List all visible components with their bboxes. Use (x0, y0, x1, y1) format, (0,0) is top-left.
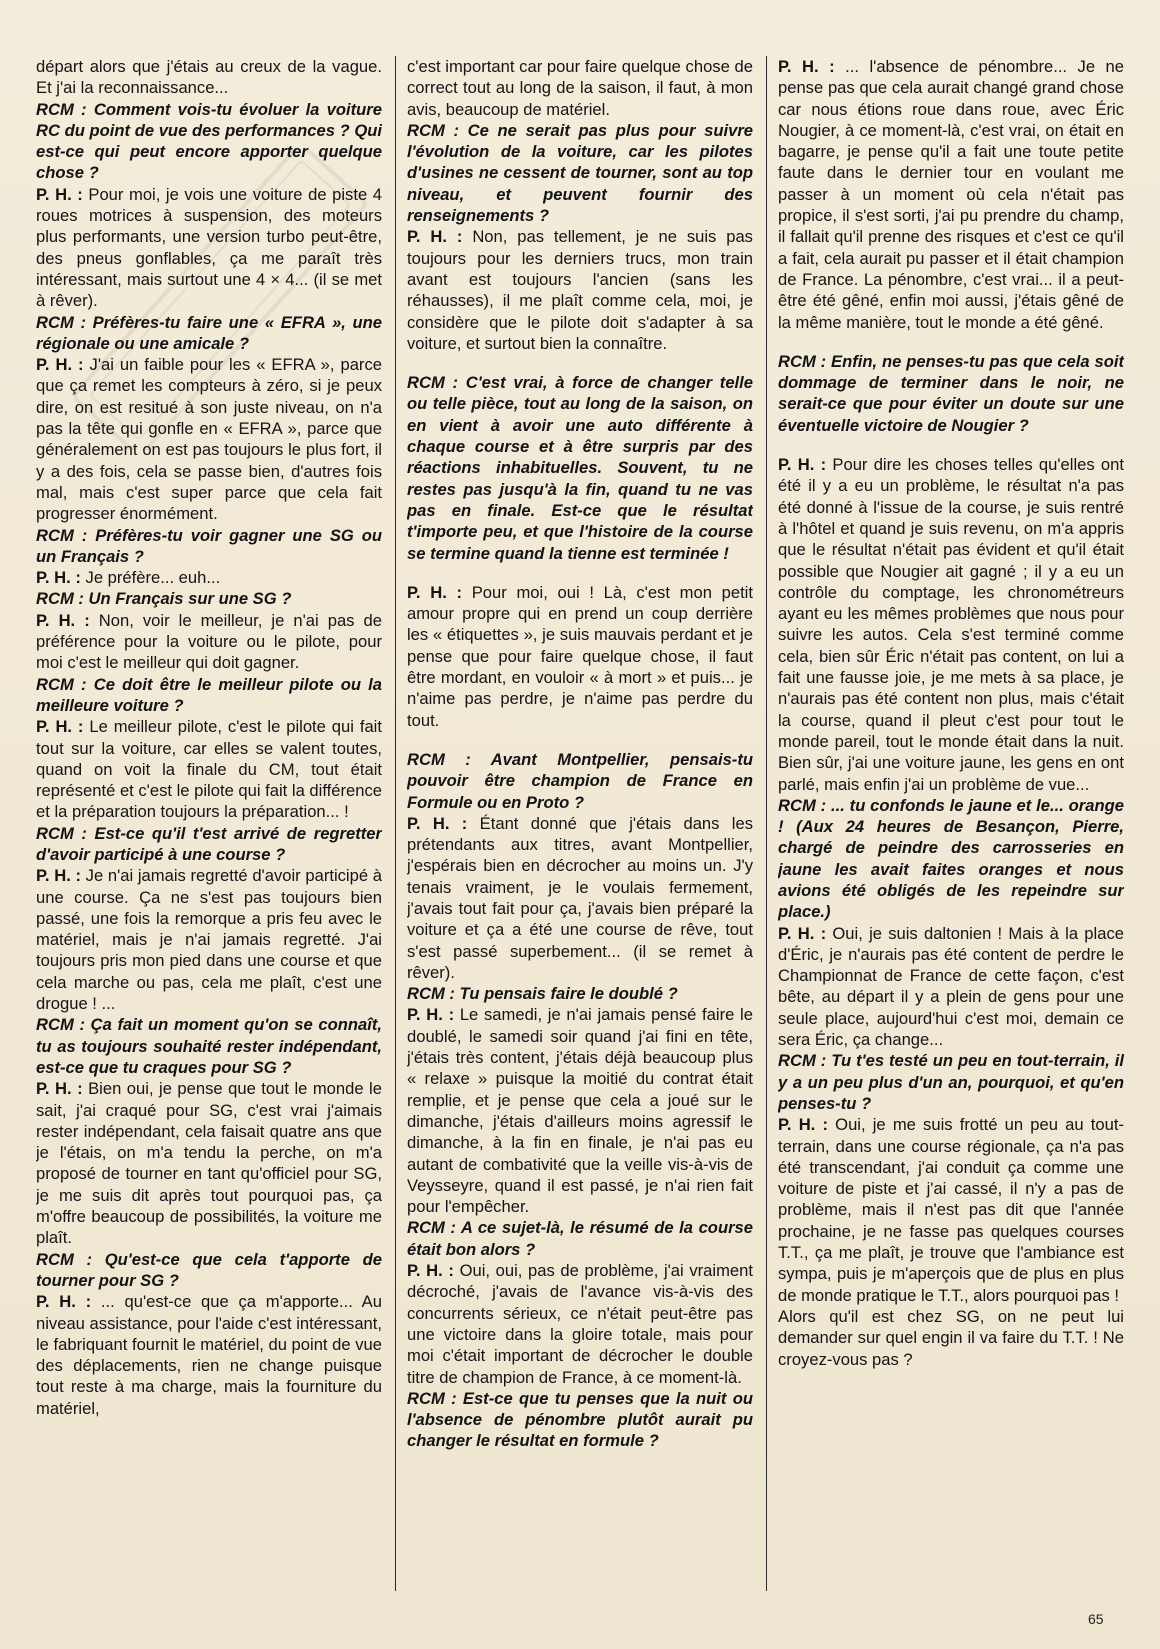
interview-answer (407, 1004, 753, 1217)
interview-question (778, 1050, 1124, 1114)
paragraph-text: RCM : A ce sujet-là, le résumé de la course était bon alors ? (407, 1218, 753, 1259)
paragraph-text: Pour moi, je vois une voiture de piste 4 roues motrices à suspension, des moteurs plus performants, une version turbo peut-être, des pneus gonflables, ça me paraît très intéressant, mais surtout une 4 × 4... (il se met à rêver). (36, 184, 382, 311)
paragraph-text: Bien oui, je pense que tout le monde le sait, j'ai craqué pour SG, c'est vrai j'aimais rester indépendant, cela faisait quatre ans que je l'étais, on m'a tendu la perche, on m'a proposé de tourner en tant qu'officiel pour SG, je me suis dit après tout pourquoi pas, ça m'offre beaucoup de possibilités, la voiture me plaît. (36, 1079, 382, 1248)
paragraph-text: Non, pas tellement, je ne suis pas toujours pour les derniers trucs, mon train avant est toujours l'ancien (sans les réhausses), il me plaît comme cela, moi, je considère que le pilote doit s'adapter à sa voiture, et surtout bien la connaître. (407, 227, 753, 353)
interview-answer (407, 226, 753, 354)
paragraph-text: RCM : Ce doit être le meilleur pilote ou la meilleure voiture ? (36, 674, 382, 715)
interview-answer (36, 567, 382, 588)
interview-answer (36, 610, 382, 674)
paragraph-text: RCM : Est-ce que tu penses que la nuit ou l'absence de pénombre plutôt aurait pu changer le résultat en formule ? (407, 1388, 753, 1451)
paragraph-text: c'est important car pour faire quelque chose de correct tout au long de la saison, il faut, à mon avis, beaucoup de matériel. (407, 57, 753, 119)
paragraph-text: RCM : Comment vois-tu évoluer la voiture RC du point de vue des performances ? Qui est-ce qui peut encore apporter quelque chose ? (36, 99, 382, 183)
interview-question (778, 351, 1124, 436)
paragraph-text: Alors qu'il est chez SG, on ne peut lui demander sur quel engin il va faire du T.T. ! Ne croyez-vous pas ? (778, 1306, 1124, 1369)
speaker-label: P. H. : (778, 455, 827, 475)
speaker-label: P. H. : (407, 1005, 455, 1025)
interview-answer (407, 813, 753, 983)
article-body (36, 56, 1124, 1576)
interview-question (407, 1388, 753, 1452)
paragraph-text: RCM : Est-ce qu'il t'est arrivé de regretter d'avoir participé à une course ? (36, 823, 382, 864)
interview-answer (778, 454, 1124, 795)
article-column-3 (778, 56, 1124, 1586)
paragraph-text: RCM : Enfin, ne penses-tu pas que cela soit dommage de terminer dans le noir, ne serait-ce que pour éviter un doute sur une éventuelle victoire de Nougier ? (778, 351, 1124, 435)
speaker-label: P. H. : (36, 717, 84, 737)
interview-answer (36, 354, 382, 524)
speaker-label: P. H. : (36, 866, 81, 886)
paragraph-text: Oui, je suis daltonien ! Mais à la place d'Éric, je n'aurais pas été content de perdre le Championnat de France de cette façon, c'est bête, au départ il y a plein de gens pour une seule place, aujourd'hui c'est moi, demain ce sera Éric, ça change... (778, 923, 1124, 1050)
speaker-label: P. H. : (36, 1079, 83, 1099)
interview-answer (778, 56, 1124, 333)
article-column-1 (36, 56, 382, 1586)
interview-question (36, 312, 382, 355)
paragraph-text: RCM : ... tu confonds le jaune et le... orange ! (Aux 24 heures de Besançon, Pierre, chargé de peindre des carrosseries en jaune les avait faites oranges et nous avions été obligés de les repeindre sur place.) (778, 795, 1124, 922)
interview-question (407, 1217, 753, 1260)
interview-question (36, 588, 382, 609)
paragraph-text: Pour dire les choses telles qu'elles ont été il y a eu un problème, le résultat n'a pas été donné à l'issue de la course, je suis rentré à l'hôtel et quand je suis revenu, on m'a appris que le résultat n'était pas évident et qu'il était possible que Nougier ait gagné ; il y a eu un contrôle du comptage, les chronométreurs ayant eu les mêmes problèmes que nous pour suivre les autos. Cela s'est terminé comme cela, bien sûr Éric n'était pas content, on lui a fait une fausse joie, je me mets à sa place, je n'aurais pas été content non plus, mais c'était la course, quand il pleut c'est pour tout le monde pareil, tout le monde était dans la nuit. Bien sûr, j'ai une voiture jaune, les gens en ont parlé, mais enfin j'ai un problème de vue... (778, 455, 1124, 794)
interview-question (36, 674, 382, 717)
speaker-label: P. H. : (36, 1292, 92, 1312)
interview-answer (36, 1291, 382, 1419)
speaker-label: P. H. : (407, 227, 463, 247)
interview-answer (36, 184, 382, 312)
column-divider (395, 56, 396, 1591)
paragraph-text: RCM : Qu'est-ce que cela t'apporte de tourner pour SG ? (36, 1249, 382, 1290)
paragraph-text: RCM : Tu t'es testé un peu en tout-terrain, il y a un peu plus d'un an, pourquoi, et qu'en penses-tu ? (778, 1051, 1124, 1113)
interview-question (36, 823, 382, 866)
interview-question (36, 99, 382, 184)
interview-answer (778, 923, 1124, 1051)
speaker-label: P. H. : (36, 355, 84, 375)
interview-question (407, 120, 753, 226)
paragraph-text: RCM : Un Français sur une SG ? (36, 589, 292, 609)
paragraph-text: ... l'absence de pénombre... Je ne pense pas que cela aurait changé grand chose car nous étions roue dans roue, avec Éric Nougier, à ce moment-là, c'est vrai, on était en bagarre, je pense qu'il a fait une toute petite faute dans le dernier tour en voulant me passer à un moment où cela n'était pas propice, il s'est sorti, j'ai pu prendre du champ, il fallait qu'il prenne des risques et c'est ce qu'il a fait, cela aurait pu passer et il était champion de France. La pénombre, c'est vrai... il a peut-être été gêné, enfin moi aussi, j'étais gêné de la même manière, tout le monde a été gêné. (778, 57, 1124, 332)
paragraph-text: Je préfère... euh... (85, 568, 221, 588)
paragraph-text: J'ai un faible pour les « EFRA », parce que ça remet les compteurs à zéro, si je peux dire, on est resitué à son juste niveau, on n'a pas la tête qui gonfle en « EFRA », parce que généralement on est pas toujours le plus fort, il y a des fois, cela se passe bien, d'autres fois mal, mais c'est super parce que cela fait progresser énormément. (36, 355, 382, 524)
paragraph-text: Étant donné que j'étais dans les prétendants aux titres, avant Montpellier, j'espérais bien en décrocher au moins un. J'y tenais vraiment, je le voulais fermement, j'avais tout fait pour ça, j'avais bien préparé la voiture et ça a été une course de rêve, tout s'est passé superbement... (il se remet à rêver). (407, 813, 753, 982)
speaker-label: P. H. : (407, 582, 463, 602)
paragraph-text: départ alors que j'étais au creux de la vague. Et j'ai la reconnaissance... (36, 57, 382, 98)
interview-answer (36, 1078, 382, 1248)
interview-question (407, 372, 753, 564)
interview-answer (778, 1114, 1124, 1306)
paragraph-text: Le samedi, je n'ai jamais pensé faire le doublé, le samedi soir quand j'ai fini en tête, j'étais très content, j'étais déjà beaucoup plus « relaxe » puisque la moitié du contrat était remplie, et je pense que cela a joué sur le dimanche, j'étais d'ailleurs moins agressif le dimanche, à la fin en finale, je n'ai pas eu autant de combativité que la veille vis-à-vis de Veysseyre, quand il est passé, je n'ai rien fait pour l'empêcher. (407, 1005, 753, 1217)
paragraph-text: RCM : Ce ne serait pas plus pour suivre l'évolution de la voiture, car les pilotes d'usines ne cessent de tourner, sont au top niveau, et peuvent fournir des renseignements ? (407, 120, 753, 226)
interview-answer (407, 1260, 753, 1388)
speaker-label: P. H. : (36, 610, 90, 630)
interview-answer (407, 582, 753, 731)
paragraph-text: RCM : Préfères-tu faire une « EFRA », une régionale ou une amicale ? (36, 312, 382, 353)
interview-answer (36, 865, 382, 1014)
interview-question (778, 795, 1124, 923)
paragraph-text: ... qu'est-ce que ça m'apporte... Au niveau assistance, pour l'aide c'est intéressant, le fabriquant fournit le matériel, du point de vue des déplacements, rien ne change puisque tout reste à ma charge, mais la fourniture du matériel, (36, 1292, 382, 1418)
paragraph-text: RCM : Avant Montpellier, pensais-tu pouvoir être champion de France en Formule ou en Proto ? (407, 749, 753, 812)
speaker-label: P. H. : (778, 923, 827, 943)
page-number: 65 (1088, 1611, 1104, 1627)
paragraph-text: Je n'ai jamais regretté d'avoir participé à une course. Ça ne s'est pas toujours bien passé, une fois la remorque a pris feu avec le matériel, mais je n'ai jamais regretté. J'ai toujours pris mon pied dans une course et que cela marche ou pas, cela me plaît, c'est une drogue ! ... (36, 866, 382, 1014)
speaker-label: P. H. : (778, 57, 835, 76)
paragraph-text: Le meilleur pilote, c'est le pilote qui fait tout sur la voiture, car elles se valent toutes, quand on voit la finale du CM, tout était représenté et c'est le pilote qui fait la différence et la préparation toujours la préparation... ! (36, 717, 382, 822)
paragraph-text: Non, voir le meilleur, je n'ai pas de préférence pour la voiture ou le pilote, pour moi c'est le meilleur qui doit gagner. (36, 610, 382, 673)
paragraph-text: Oui, oui, pas de problème, j'ai vraiment décroché, j'avais de l'avance vis-à-vis des concurrents sérieux, ce n'était peut-être pas une victoire dans la gloire totale, mais pour moi c'était important de décrocher le double titre de champion de France, à ce moment-là. (407, 1261, 753, 1387)
paragraph-text: RCM : Tu pensais faire le doublé ? (407, 984, 678, 1004)
speaker-label: P. H. : (407, 813, 468, 833)
interview-answer (778, 1306, 1124, 1370)
paragraph-text: RCM : Préfères-tu voir gagner une SG ou un Français ? (36, 525, 382, 566)
column-divider (766, 56, 767, 1591)
paragraph-text: RCM : Ça fait un moment qu'on se connaît, tu as toujours souhaité rester indépendant, est-ce que tu craques pour SG ? (36, 1015, 382, 1077)
interview-question (36, 1249, 382, 1292)
interview-question (407, 983, 753, 1004)
speaker-label: P. H. : (778, 1115, 828, 1135)
interview-answer (407, 56, 753, 120)
speaker-label: P. H. : (36, 568, 81, 588)
paragraph-text: Oui, je me suis frotté un peu au tout-terrain, dans une course régionale, ça n'a pas été transcendant, j'ai conduit ça comme une voiture de piste et j'ai cassé, il n'y a pas de problème, mais il n'est pas dit que l'année prochaine, je ne fasse pas quelques courses T.T., ça me plaît, je trouve que l'ambiance est sympa, puis je m'aperçois que de plus en plus de monde pratique le T.T., alors pourquoi pas ! (778, 1115, 1124, 1305)
paragraph-text: RCM : C'est vrai, à force de changer telle ou telle pièce, tout au long de la saison, on en vient à avoir une auto différente à chaque course et à être surpris par des réactions inhabituelles. Souvent, tu ne restes pas jusqu'à la fin, quand tu ne vas pas en finale. Est-ce que le résultat t'importe peu, et que l'histoire de la course se termine quand la tienne est terminée ! (407, 373, 753, 563)
interview-question (36, 1014, 382, 1078)
speaker-label: P. H. : (36, 184, 83, 204)
interview-question (36, 525, 382, 568)
article-column-2 (407, 56, 753, 1586)
interview-question (407, 749, 753, 813)
speaker-label: P. H. : (407, 1261, 454, 1281)
interview-answer (36, 56, 382, 99)
paragraph-text: Pour moi, oui ! Là, c'est mon petit amour propre qui en prend un coup derrière les « étiquettes », je suis mauvais perdant et je pense que pour faire quelque chose, il faut être mordant, en vouloir « à mort » et puis... je n'aime pas perdre, je n'aime pas perdre du tout. (407, 582, 753, 730)
interview-answer (36, 716, 382, 822)
